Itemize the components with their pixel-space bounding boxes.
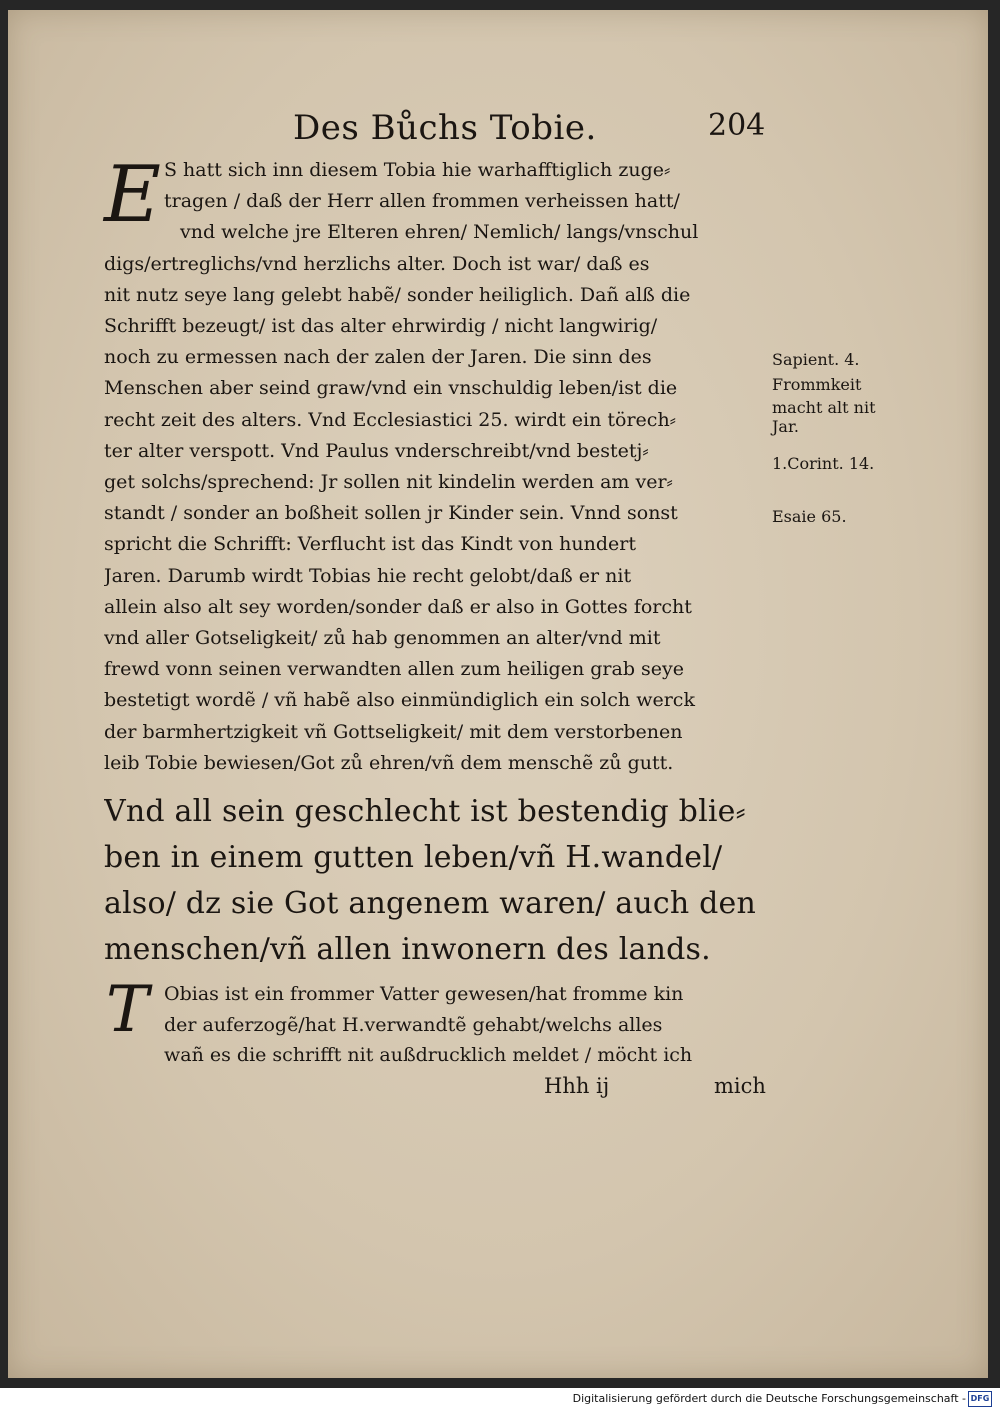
text-line: der barmhertzigkeit vñ Gottseligkeit/ mit dem verstorbenen xyxy=(104,720,683,743)
verse-line: ben in einem gutten leben/vñ H.wandel/ xyxy=(104,840,723,876)
dropcap-initial: T xyxy=(106,973,149,1048)
text-line: vnd aller Gotseligkeit/ zů hab genommen an alter/vnd mit xyxy=(104,627,661,650)
book-page xyxy=(8,10,988,1378)
text-line: vnd welche jre Elteren ehren/ Nemlich/ langs/vnschul xyxy=(180,221,699,244)
text-line: standt / sonder an boßheit sollen jr Kinder sein. Vnnd sonst xyxy=(104,502,678,525)
text-line: frewd vonn seinen verwandten allen zum heiligen grab seye xyxy=(104,658,684,681)
page-number: 204 xyxy=(708,108,766,143)
verse-line: also/ dz sie Got angenem waren/ auch den xyxy=(104,886,757,922)
text-line: ter alter verspott. Vnd Paulus vnderschreibt/vnd bestetj⸗ xyxy=(104,439,649,462)
margin-notes xyxy=(772,350,912,526)
text-line: Obias ist ein frommer Vatter gewesen/hat fromme kin xyxy=(164,983,684,1006)
catchword: mich xyxy=(714,1073,766,1098)
text-line: digs/ertreglichs/vnd herzlichs alter. Doch ist war/ daß es xyxy=(104,252,650,275)
margin-note: Esaie 65. xyxy=(772,507,847,526)
margin-note: Frommkeit xyxy=(772,375,862,394)
text-line: get solchs/sprechend: Jr sollen nit kindelin werden am ver⸗ xyxy=(104,471,673,494)
paragraph-commentary xyxy=(104,150,768,779)
text-line: Schrifft bezeugt/ ist das alter ehrwirdig / nicht langwirig/ xyxy=(104,315,658,338)
verse-line: menschen/vñ allen inwonern des lands. xyxy=(104,932,711,968)
text-line: S hatt sich inn diesem Tobia hie warhafftiglich zuge⸗ xyxy=(164,159,671,181)
text-line: Menschen aber seind graw/vnd ein vnschuldig leben/ist die xyxy=(104,377,678,400)
margin-note: Sapient. 4. xyxy=(772,350,860,369)
dropcap-initial: E xyxy=(104,150,161,240)
margin-note: Jar. xyxy=(772,417,799,436)
text-line: Jaren. Darumb wirdt Tobias hie recht gelobt/daß er nit xyxy=(104,564,632,587)
text-line: tragen / daß der Herr allen frommen verheissen hatt/ xyxy=(164,190,680,213)
signature-mark: Hhh ij xyxy=(544,1073,610,1098)
paragraph-tobias xyxy=(104,973,768,1105)
text-line: spricht die Schrifft: Verflucht ist das Kindt von hundert xyxy=(104,533,636,556)
text-line: recht zeit des alters. Vnd Ecclesiastici 25. wirdt ein törech⸗ xyxy=(104,408,677,431)
running-title: Des Bůchs Tobie. xyxy=(293,108,597,148)
main-text-column xyxy=(104,150,768,1105)
text-line: wañ es die schrifft nit außdrucklich meldet / möcht ich xyxy=(164,1044,693,1067)
text-line: nit nutz seye lang gelebt habẽ/ sonder heiliglich. Dañ alß die xyxy=(104,283,691,306)
margin-note: macht alt nit xyxy=(772,398,876,417)
text-line: bestetigt wordẽ / vñ habẽ also einmündiglich ein solch werck xyxy=(104,689,695,712)
text-line: leib Tobie bewiesen/Got zů ehren/vñ dem menschẽ zů gutt. xyxy=(104,751,674,774)
footer-bar xyxy=(0,1388,1000,1410)
margin-note: 1.Corint. 14. xyxy=(772,454,875,473)
dfg-logo-icon: DFG xyxy=(968,1391,992,1407)
text-line: noch zu ermessen nach der zalen der Jaren. Die sinn des xyxy=(104,346,652,369)
signature-line xyxy=(104,1071,768,1105)
funding-credit: Digitalisierung gefördert durch die Deutsche Forschungsgemeinschaft - xyxy=(572,1392,966,1405)
text-line: der auferzogẽ/hat H.verwandtẽ gehabt/welchs alles xyxy=(164,1013,663,1036)
text-line: allein also alt sey worden/sonder daß er also in Gottes forcht xyxy=(104,595,692,618)
scripture-verse xyxy=(104,789,768,973)
verse-line: Vnd all sein geschlecht ist bestendig blie⸗ xyxy=(104,794,746,830)
